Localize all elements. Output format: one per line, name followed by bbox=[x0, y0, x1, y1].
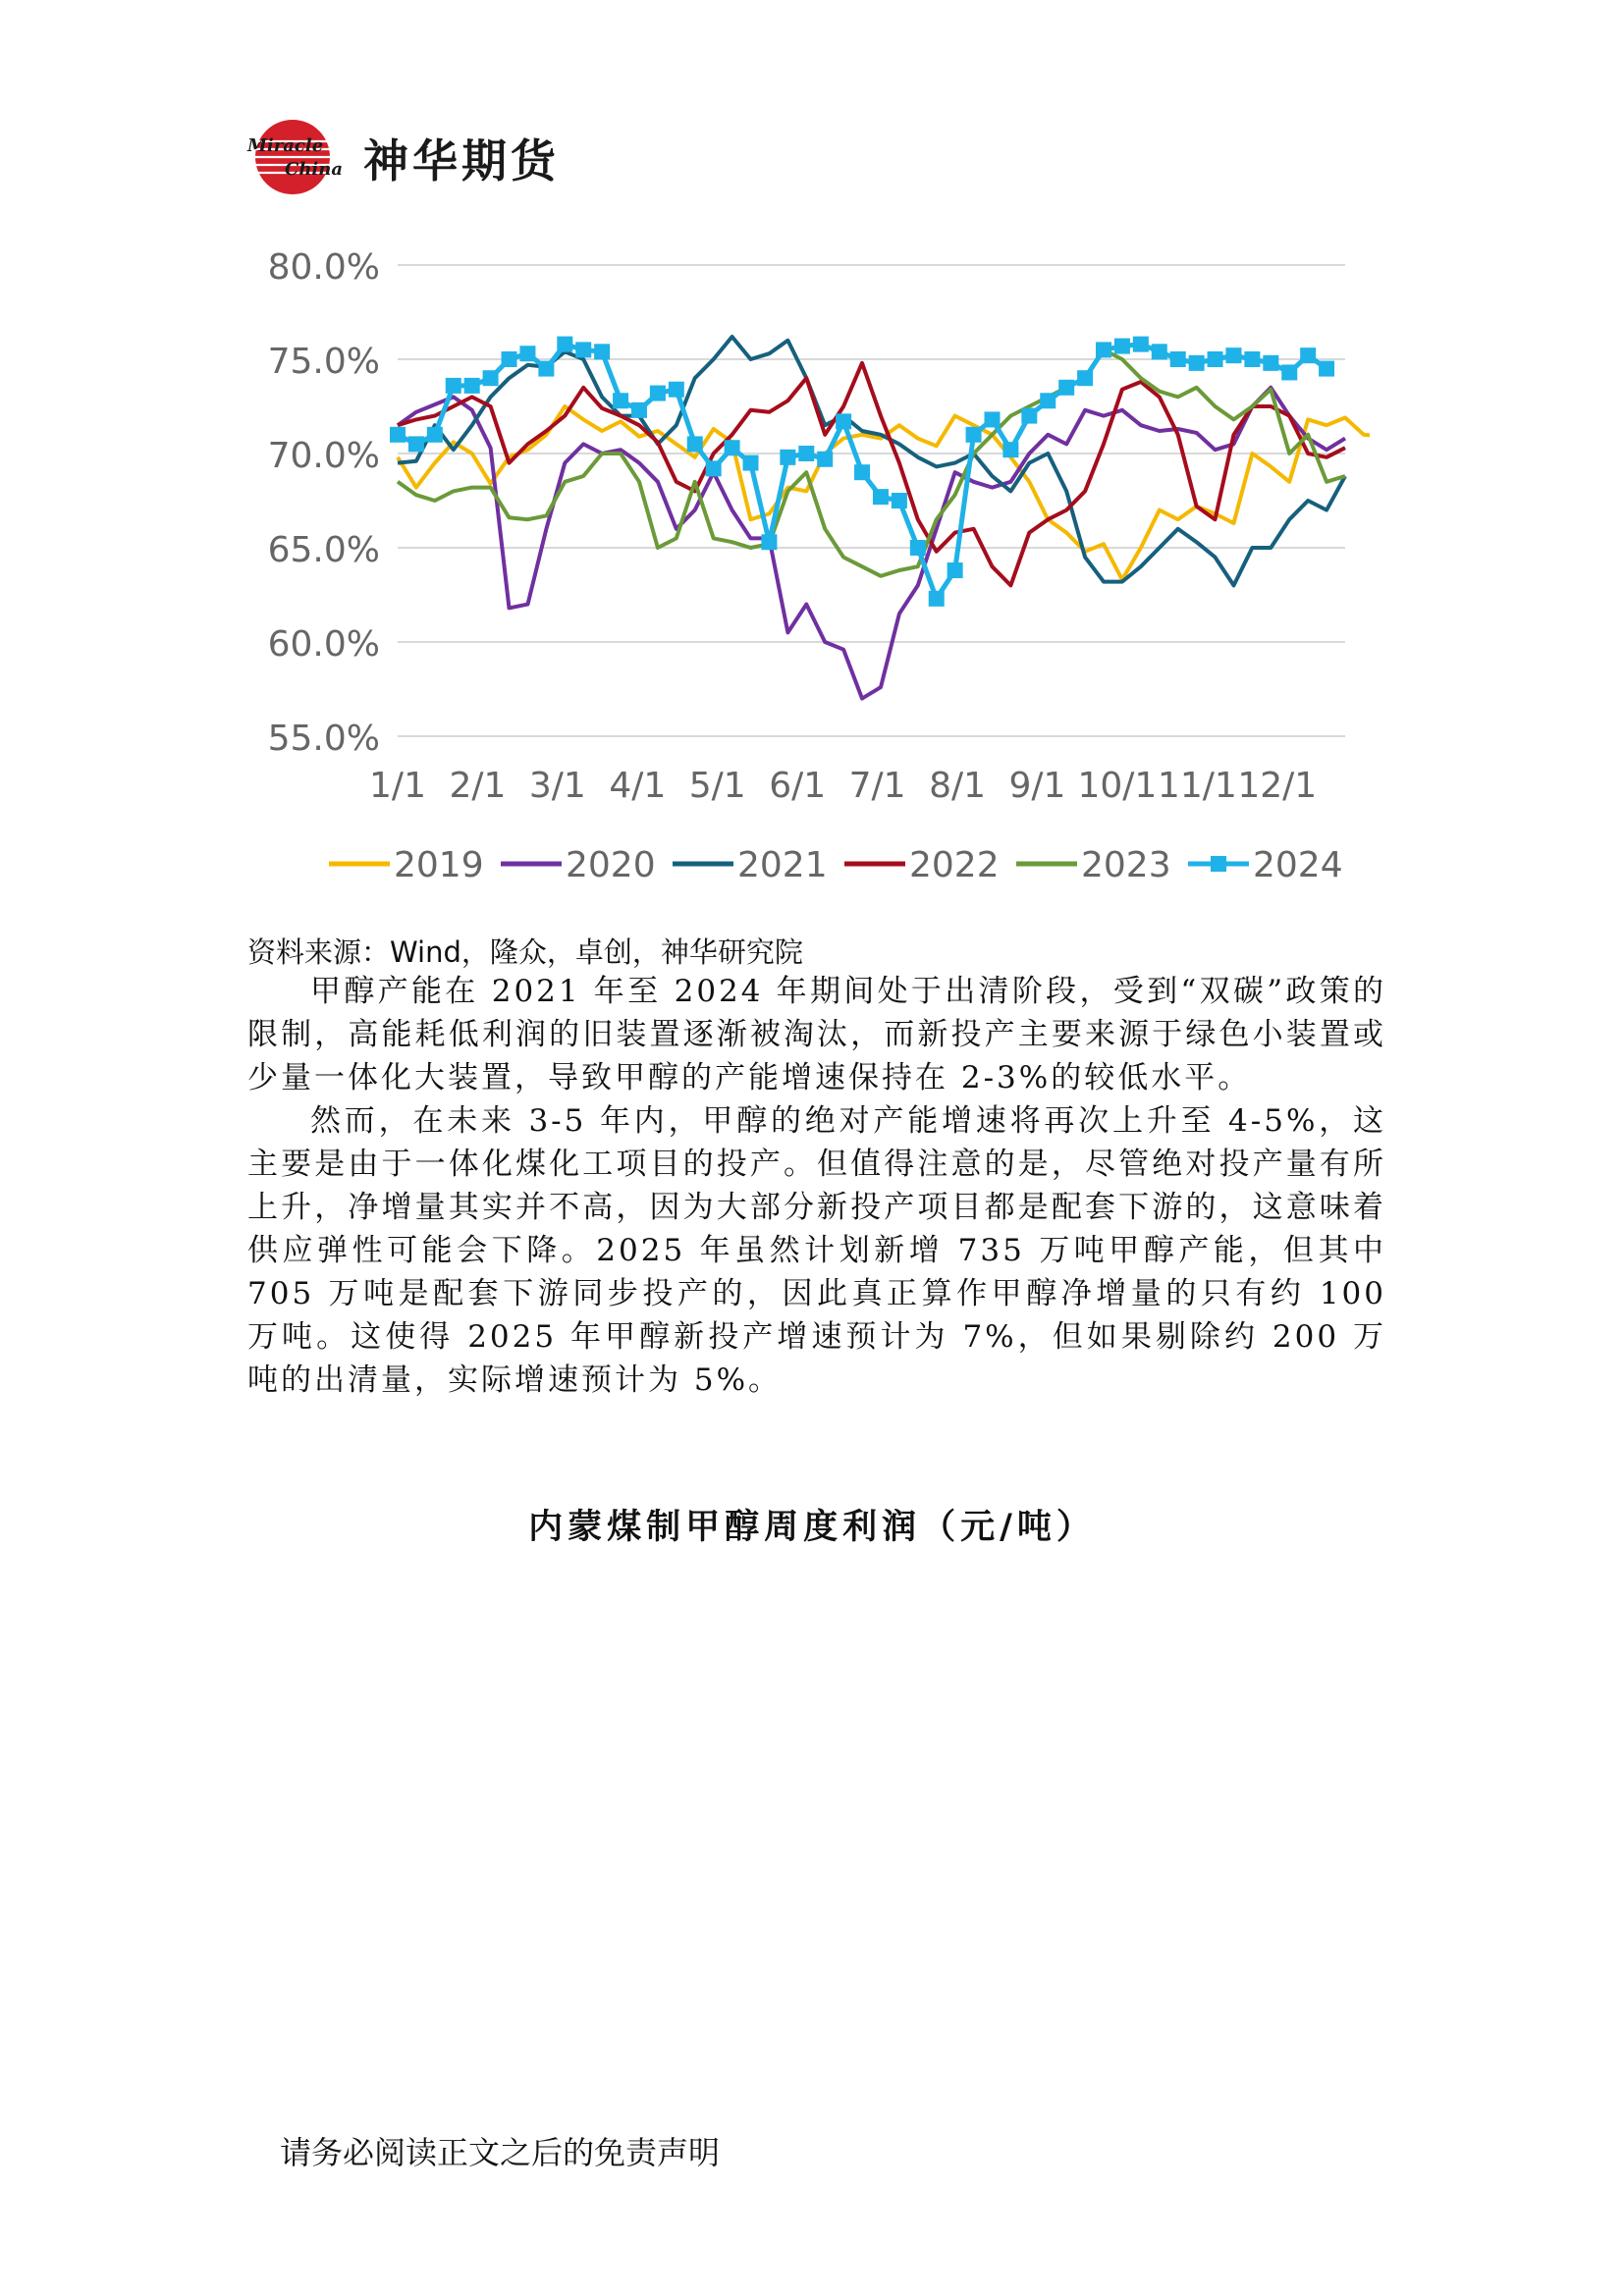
series-point-2024 bbox=[817, 452, 833, 467]
section-title: 内蒙煤制甲醇周度利润（元/吨） bbox=[528, 1508, 1096, 1547]
logo-text-china: China bbox=[285, 159, 344, 180]
x-tick-label: 3/1 bbox=[528, 766, 586, 806]
series-point-2024 bbox=[743, 455, 759, 471]
logo-text-miracle: Miracle bbox=[247, 135, 324, 156]
series-point-2024 bbox=[1189, 355, 1205, 371]
capacity-utilization-chart bbox=[250, 236, 1370, 903]
series-point-2024 bbox=[1002, 442, 1018, 457]
series-point-2024 bbox=[1021, 408, 1037, 424]
x-tick-label: 10/1 bbox=[1077, 766, 1158, 806]
series-point-2024 bbox=[408, 436, 424, 452]
chart-series bbox=[390, 337, 1370, 699]
series-point-2024 bbox=[1263, 355, 1278, 371]
x-tick-label: 11/1 bbox=[1157, 766, 1237, 806]
legend-label-2024: 2024 bbox=[1253, 845, 1343, 885]
x-tick-label: 7/1 bbox=[848, 766, 906, 806]
series-point-2024 bbox=[1281, 364, 1297, 380]
series-point-2024 bbox=[519, 346, 535, 361]
series-point-2024 bbox=[557, 337, 572, 352]
series-point-2024 bbox=[929, 591, 945, 607]
series-point-2024 bbox=[1300, 347, 1316, 363]
x-axis-ticks bbox=[369, 766, 1317, 806]
series-point-2024 bbox=[1096, 342, 1111, 357]
series-point-2024 bbox=[1114, 339, 1130, 354]
y-tick-label: 60.0% bbox=[267, 624, 380, 665]
series-point-2024 bbox=[427, 427, 443, 443]
series-point-2024 bbox=[483, 370, 499, 386]
series-point-2024 bbox=[446, 378, 461, 394]
x-tick-label: 12/1 bbox=[1237, 766, 1318, 806]
x-tick-label: 9/1 bbox=[1008, 766, 1066, 806]
series-point-2024 bbox=[538, 361, 554, 377]
series-point-2024 bbox=[502, 351, 517, 367]
series-point-2024 bbox=[1170, 351, 1186, 367]
series-point-2024 bbox=[854, 464, 870, 480]
series-point-2024 bbox=[966, 427, 982, 443]
x-tick-label: 4/1 bbox=[609, 766, 667, 806]
series-point-2024 bbox=[464, 378, 480, 394]
paragraph-2: 然而，在未来 3-5 年内，甲醇的绝对产能增速将再次上升至 4-5%，这主要是由于一体化煤化工项目的投产。但值得注意的是，尽管绝对投产量有所上升，净增量其实并不高，因为大部分新投产项目都是配套下游的，这意味着供应弹性可能会下降。2025 年虽然计划新增 735 万吨甲醇产能，但其中 705 万吨是配套下游同步投产的，因此真正算作甲醇净增量的只有约 100 万吨。这使得 2025 年甲醇新投产增速预计为 7%，但如果剔除约 200 万吨的出清量，实际增速预计为 5%。 bbox=[247, 1103, 1386, 1398]
series-point-2024 bbox=[984, 411, 1000, 427]
y-tick-label: 55.0% bbox=[267, 719, 380, 759]
legend-marker-2024 bbox=[1211, 856, 1226, 872]
series-point-2024 bbox=[1133, 337, 1149, 352]
page-header bbox=[245, 116, 638, 204]
brand-name: 神华期货 bbox=[363, 134, 560, 187]
y-tick-label: 80.0% bbox=[267, 247, 380, 288]
y-tick-label: 75.0% bbox=[267, 342, 380, 382]
series-point-2024 bbox=[725, 440, 740, 455]
series-point-2024 bbox=[594, 344, 610, 359]
series-point-2024 bbox=[1077, 370, 1093, 386]
series-point-2024 bbox=[1058, 380, 1074, 396]
legend-label-2020: 2020 bbox=[566, 845, 656, 885]
series-point-2024 bbox=[761, 534, 777, 550]
legend-label-2019: 2019 bbox=[394, 845, 484, 885]
series-point-2024 bbox=[1225, 347, 1241, 363]
series-point-2024 bbox=[390, 427, 406, 443]
paragraph-1: 甲醇产能在 2021 年至 2024 年期间处于出清阶段，受到“双碳”政策的限制，高能耗低利润的旧装置逐渐被淘汰，而新投产主要来源于绿色小装置或少量一体化大装置，导致甲醇的产能增速保持在 2-3%的较低水平。 bbox=[247, 974, 1386, 1095]
body-text bbox=[247, 970, 1386, 1402]
legend-label-2022: 2022 bbox=[909, 845, 1000, 885]
x-tick-label: 8/1 bbox=[929, 766, 987, 806]
chart-legend bbox=[329, 845, 1343, 885]
series-point-2024 bbox=[798, 446, 814, 461]
chart-source: 资料来源：Wind，隆众，卓创，神华研究院 bbox=[247, 935, 803, 969]
series-point-2024 bbox=[1244, 351, 1260, 367]
series-point-2024 bbox=[1208, 351, 1223, 367]
y-tick-label: 65.0% bbox=[267, 530, 380, 570]
series-point-2024 bbox=[780, 450, 795, 465]
series-point-2024 bbox=[836, 413, 851, 429]
x-tick-label: 6/1 bbox=[769, 766, 827, 806]
series-point-2024 bbox=[910, 540, 926, 556]
series-point-2024 bbox=[873, 489, 889, 505]
series-point-2024 bbox=[669, 382, 684, 398]
brand-logo bbox=[245, 116, 353, 204]
series-point-2024 bbox=[575, 342, 591, 357]
x-tick-label: 2/1 bbox=[449, 766, 507, 806]
y-axis-ticks bbox=[268, 247, 380, 759]
series-point-2024 bbox=[706, 460, 722, 476]
series-point-2024 bbox=[631, 402, 647, 418]
y-tick-label: 70.0% bbox=[267, 436, 380, 476]
chart-svg bbox=[250, 236, 1370, 903]
legend-label-2021: 2021 bbox=[737, 845, 828, 885]
series-point-2024 bbox=[650, 386, 666, 401]
series-point-2024 bbox=[1319, 361, 1334, 377]
chart-grid bbox=[398, 265, 1345, 736]
series-point-2024 bbox=[1152, 344, 1167, 359]
x-tick-label: 1/1 bbox=[369, 766, 426, 806]
series-point-2024 bbox=[687, 436, 703, 452]
series-point-2024 bbox=[613, 393, 628, 408]
series-point-2024 bbox=[892, 493, 907, 508]
footer-disclaimer: 请务必阅读正文之后的免责声明 bbox=[280, 2134, 721, 2171]
series-point-2024 bbox=[1040, 393, 1056, 408]
series-point-2024 bbox=[947, 562, 963, 578]
legend-label-2023: 2023 bbox=[1081, 845, 1171, 885]
x-tick-label: 5/1 bbox=[688, 766, 746, 806]
